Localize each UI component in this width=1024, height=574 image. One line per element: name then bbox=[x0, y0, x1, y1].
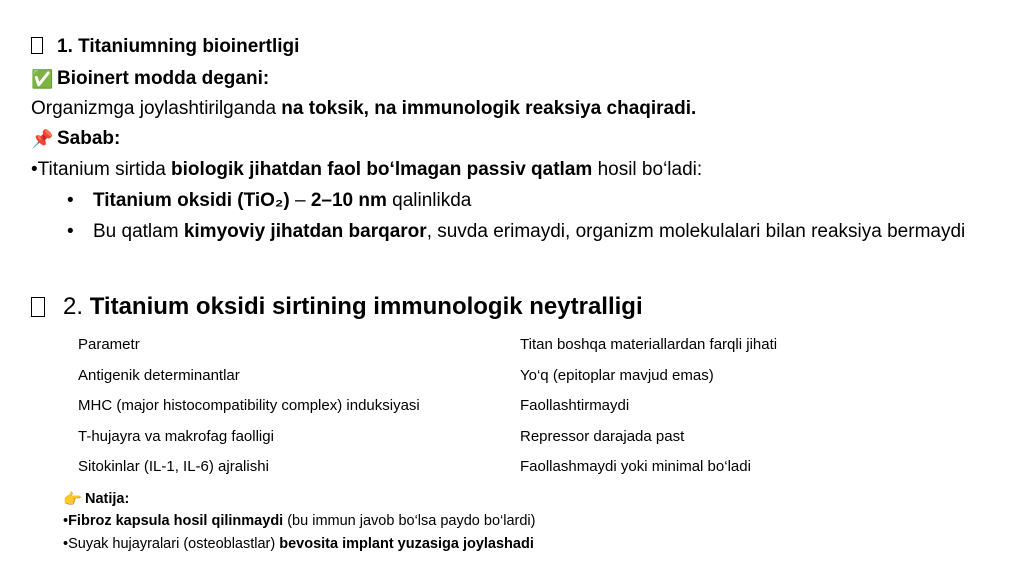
section2-heading: 2. Titanium oksidi sirtining immunologik neytralligi bbox=[31, 292, 643, 322]
natija-label: Natija: bbox=[85, 491, 130, 507]
section2-title: Titanium oksidi sirtining immunologik neytralligi bbox=[89, 293, 643, 320]
natija-item: •Suyak hujayralari (osteoblastlar) bevosita implant yuzasiga joylashadi bbox=[63, 536, 534, 552]
missing-glyph-icon bbox=[31, 297, 45, 317]
table-cell: Sitokinlar (IL-1, IL-6) ajralishi bbox=[78, 458, 269, 475]
table-cell: MHC (major histocompatibility complex) induksiyasi bbox=[78, 397, 420, 414]
pointing-hand-icon: 👉 bbox=[63, 491, 82, 508]
missing-glyph-icon bbox=[31, 37, 43, 54]
reason-text: •Titanium sirtida biologik jihatdan faol bo‘lmagan passiv qatlam hosil bo‘ladi: bbox=[31, 159, 703, 180]
bioinert-label: Bioinert modda degani: bbox=[57, 68, 270, 89]
sabab-label: Sabab: bbox=[57, 128, 121, 149]
sub-item-stable-layer: • Bu qatlam kimyoviy jihatdan barqaror, suvda erimaydi, organizm molekulalari bilan reaksiya bermaydi bbox=[67, 221, 966, 242]
table-cell: T-hujayra va makrofag faolligi bbox=[78, 428, 274, 445]
natija-item: •Fibroz kapsula hosil qilinmaydi (bu immun javob bo‘lsa paydo bo‘lardi) bbox=[63, 513, 536, 529]
section1-title: 1. Titaniumning bioinertligi bbox=[57, 36, 300, 57]
table-header-cell: Titan boshqa materiallardan farqli jihati bbox=[520, 336, 778, 353]
bullet: • bbox=[31, 159, 38, 180]
bullet: • bbox=[63, 536, 69, 552]
section1-heading bbox=[31, 35, 299, 59]
check-mark-icon: ✅ bbox=[31, 69, 54, 89]
sub-item-tio2: • Titanium oksidi (TiO₂) – 2–10 nm qalinlikda bbox=[67, 190, 472, 211]
table-cell: Faollashmaydi yoki minimal bo‘ladi bbox=[520, 458, 751, 475]
definition-text: Organizmga joylashtirilganda na toksik, na immunologik reaksiya chaqiradi. bbox=[31, 98, 697, 119]
natija-heading bbox=[63, 490, 129, 509]
table-cell: Antigenik determinantlar bbox=[78, 367, 240, 384]
table-cell: Repressor darajada past bbox=[520, 428, 685, 445]
table-header-cell: Parametr bbox=[78, 336, 140, 353]
table-cell: Faollashtirmaydi bbox=[520, 397, 630, 414]
pushpin-icon: 📌 bbox=[31, 129, 54, 149]
bioinert-heading bbox=[31, 67, 269, 91]
sabab-heading bbox=[31, 127, 120, 151]
table-cell: Yo‘q (epitoplar mavjud emas) bbox=[520, 367, 714, 384]
bullet: • bbox=[67, 221, 74, 242]
bullet: • bbox=[63, 513, 69, 529]
bullet: • bbox=[67, 190, 74, 211]
